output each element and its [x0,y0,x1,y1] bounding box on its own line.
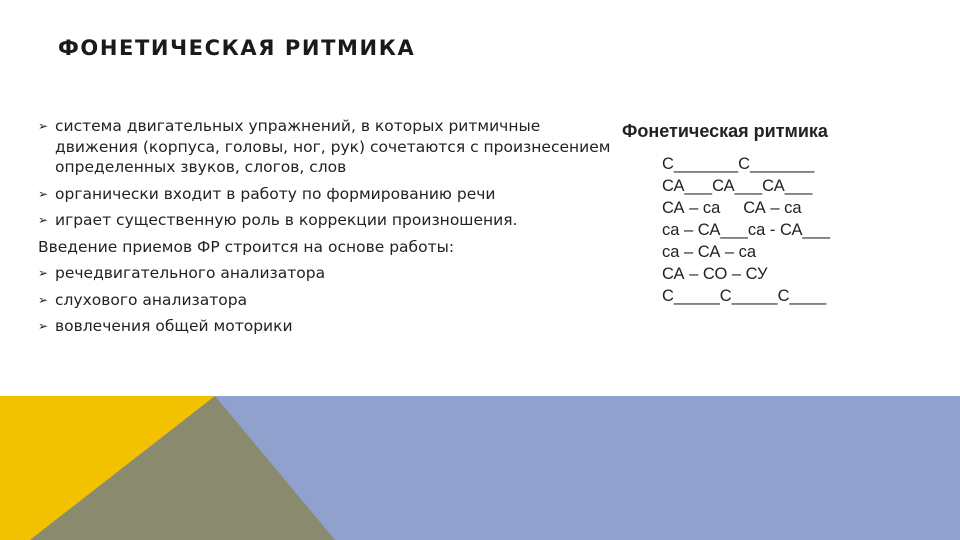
list-item [38,316,618,337]
arrow-bullet-icon: ➢ [38,319,49,333]
list-item-text: играет существенную роль в коррекции произношения. [55,211,518,229]
list-item-text: органически входит в работу по формированию речи [55,184,496,203]
list-item [38,210,618,231]
list-item-text: слухового анализатора [55,290,248,309]
rhythm-line: са – СА___са - СА___ [662,221,831,239]
rhythm-line: СА – са СА – са [662,199,802,217]
arrow-bullet-icon: ➢ [38,266,49,280]
rhythm-line: СА___СА___СА___ [662,177,813,195]
list-item-text: система двигательных упражнений, в которых ритмичные движения (корпуса, головы, ног, рук) сочетаются с произнесением определенных звуков, слогов, слов [55,117,611,176]
page-title: ФОНЕТИЧЕСКАЯ РИТМИКА [58,36,416,60]
rhythm-line: С_____С_____С____ [662,287,827,305]
rhythm-line: С_______С_______ [662,155,815,173]
list-item [38,184,618,205]
arrow-bullet-icon: ➢ [38,186,49,201]
arrow-bullet-icon: ➢ [38,292,49,307]
rhythm-line: СА – СО – СУ [662,265,768,283]
rhythm-patterns [662,153,830,307]
arrow-bullet-icon: ➢ [38,213,49,227]
intro-text: Введение приемов ФР строится на основе работы: [38,237,455,256]
list-item-text: вовлечения общей моторики [55,317,293,335]
rhythm-title: Фонетическая ритмика [622,121,828,141]
arrow-bullet-icon: ➢ [38,119,49,133]
bullet-list [38,116,618,343]
list-item [38,263,618,284]
list-item [38,116,618,178]
rhythm-line: са – СА – са [662,243,757,261]
list-item-text: речедвигательного анализатора [55,264,326,282]
list-item [38,290,618,311]
